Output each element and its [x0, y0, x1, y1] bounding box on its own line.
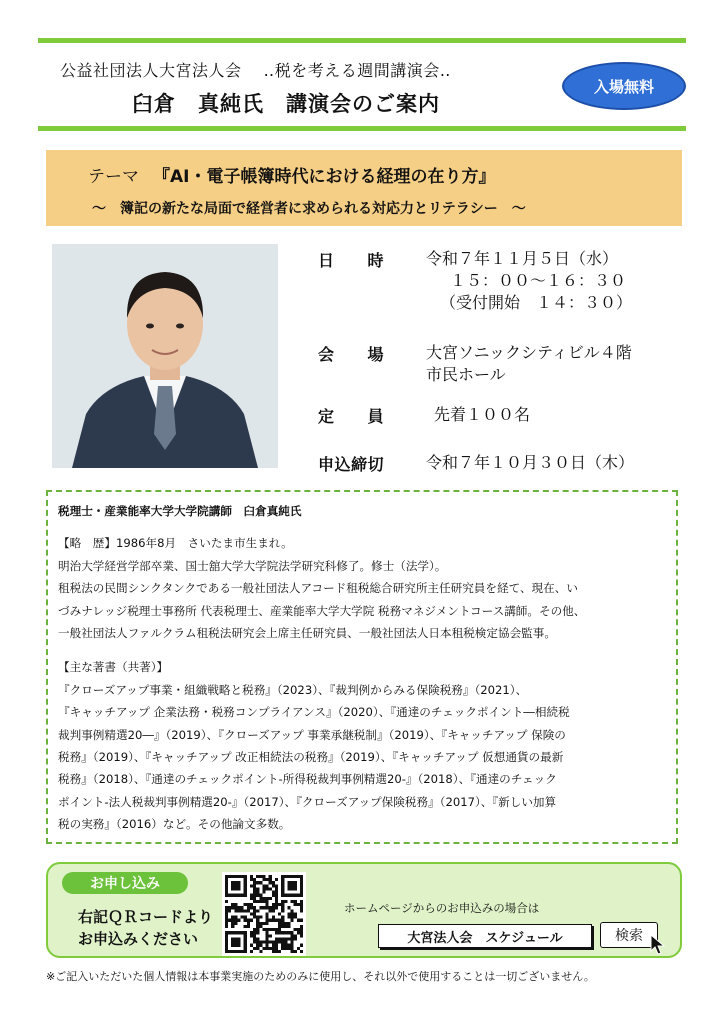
subtitle-wave-right: 〜	[511, 201, 526, 217]
page-title: 臼倉 真純氏 講演会のご案内	[132, 92, 440, 116]
date-time: １５：００〜１６：３０	[450, 271, 627, 290]
application-box	[46, 862, 682, 958]
lecture-series: ‥税を考える週間講演会‥	[263, 61, 451, 80]
venue-hall: 市民ホール	[426, 365, 506, 384]
works-line: 『クローズアップ事業・組織戦略と税務』（2023）、『裁判例からみる保険税務』（2021）、	[58, 682, 528, 697]
qr-instruction-line: 右記ＱＲコードより	[78, 908, 214, 926]
profile-heading: 税理士・産業能率大学大学院講師 臼倉真純氏	[58, 504, 302, 518]
bio-line: づみナレッジ税理士事務所 代表税理士、産業能率大学大学院 税務マネジメントコース講師。その他、	[58, 603, 586, 618]
works-line: ポイント-法人税裁判事例精選20-』（2017）、『クローズアップ保険税務』（2017）、『新しい加算	[58, 794, 557, 809]
organization-name: 公益社団法人大宮法人会	[60, 61, 242, 80]
qr-code[interactable]	[222, 872, 306, 956]
works-line: 『キャッチアップ 企業法務・税務コンプライアンス』（2020）、『通達のチェックポイント―相続税	[58, 705, 570, 720]
works-line: 裁判事例精選20―』（2019）、『クローズアップ 事業承継税制』（2019）、『キャッチアップ 保険の	[58, 727, 566, 742]
capacity-label: 定 員	[318, 407, 385, 426]
deadline-label: 申込締切	[318, 455, 385, 474]
search-button[interactable]: 検索	[600, 922, 658, 948]
date-label: 日 時	[318, 251, 385, 270]
theme-subtitle-line	[92, 198, 526, 218]
theme-subtitle: 簿記の新たな局面で経営者に求められる対応力とリテラシー	[120, 201, 498, 217]
qr-instruction	[78, 906, 213, 950]
theme-label: テーマ	[88, 167, 139, 187]
deadline-value: 令和７年１０月３０日（木）	[426, 453, 635, 472]
works-line: 税の実務』（2016）など。その他論文多数。	[58, 817, 291, 832]
subtitle-wave-left: 〜	[92, 201, 106, 217]
venue-label: 会 場	[318, 345, 385, 364]
application-tab: お申し込み	[62, 872, 188, 894]
mouse-pointer-icon	[650, 934, 668, 956]
date-day: 令和７年１１月５日（水）	[426, 249, 619, 268]
works-line: 税務』（2018）、『通達のチェックポイント-所得税裁判事例精選20-』（2018）、『通達のチェック	[58, 772, 557, 787]
qr-code-icon	[225, 875, 303, 953]
venue-value	[426, 342, 632, 386]
theme-line	[88, 162, 495, 187]
organization-line	[60, 58, 451, 81]
bio-line: 明治大学経営学部卒業、国士舘大学大学院法学研究科修了。修士（法学）。	[58, 558, 447, 573]
bio-line: 一般社団法人ファルクラム租税法研究会上席主任研究員、一般社団法人日本租税検定協会監事。	[58, 626, 556, 641]
free-admission-badge: 入場無料	[562, 62, 686, 110]
venue-building: 大宮ソニックシティビル４階	[426, 343, 632, 362]
homepage-note: ホームページからのお申込みの場合は	[344, 901, 540, 915]
speaker-portrait-illustration	[52, 244, 278, 468]
capacity-value: 先着１００名	[434, 405, 531, 424]
bio-line: 租税法の民間シンクタンクである一般社団法人アコード租税総合研究所主任研究員を経て、現在、い	[58, 581, 578, 596]
date-value	[426, 248, 632, 314]
works-line: 【主な著書（共著）】	[58, 660, 169, 675]
works-line: 税務』（2019）、『キャッチアップ 改正相続法の税務』（2019）、『キャッチアップ 仮想通貨の最新	[58, 750, 564, 765]
date-reception: （受付開始 １４：３０）	[440, 293, 633, 312]
privacy-note: ※ご記入いただいた個人情報は本事業実施のためのみに使用し、それ以外で使用することは一切ございません。	[46, 970, 595, 983]
qr-instruction-line: お申込みください	[78, 930, 199, 948]
header-divider	[38, 126, 686, 131]
speaker-photo	[52, 244, 278, 468]
theme-banner	[46, 150, 682, 226]
top-divider	[38, 38, 686, 43]
theme-title: 『AI・電子帳簿時代における経理の在り方』	[153, 167, 496, 187]
bio-line: 【略 歴】1986年8月 さいたま市生まれ。	[58, 536, 293, 551]
speaker-profile-box	[46, 490, 678, 844]
search-keyword-field[interactable]: 大宮法人会 スケジュール	[378, 924, 592, 948]
